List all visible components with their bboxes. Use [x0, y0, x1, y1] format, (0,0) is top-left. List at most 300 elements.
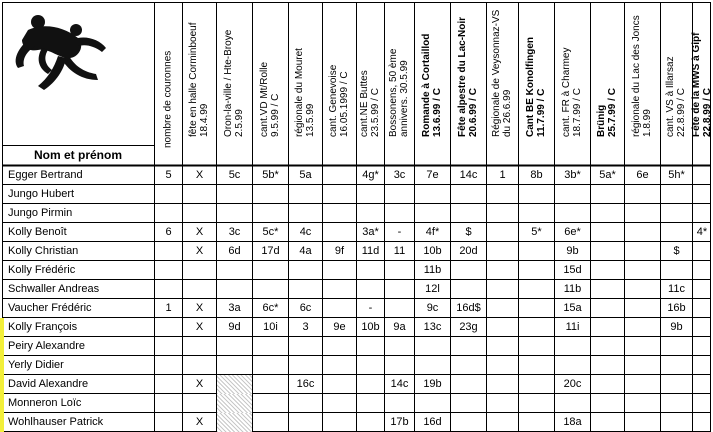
result-cell[interactable] [323, 280, 356, 299]
column-header-2 [182, 2, 216, 165]
result-cell[interactable] [289, 413, 322, 432]
result-cell[interactable] [451, 356, 486, 375]
result-cell[interactable] [487, 375, 518, 394]
column-header-line: Brünig [596, 104, 607, 137]
result-cell[interactable]: 5a* [599, 169, 616, 181]
column-header-12 [518, 2, 554, 165]
result-cell[interactable] [183, 185, 216, 204]
result-cell[interactable]: 9d [228, 321, 241, 333]
result-cell[interactable]: 3a [228, 302, 241, 314]
result-cell[interactable] [323, 375, 356, 394]
result-cell[interactable] [253, 185, 288, 204]
athlete-name[interactable]: Wohlhauser Patrick [8, 416, 104, 428]
result-cell[interactable] [591, 375, 624, 394]
result-cell[interactable] [661, 337, 692, 356]
result-cell[interactable] [519, 242, 554, 261]
result-cell[interactable] [519, 356, 554, 375]
result-cell[interactable]: 6c* [262, 302, 279, 314]
athlete-name[interactable]: Jungo Hubert [8, 188, 75, 200]
result-cell[interactable] [661, 223, 692, 242]
result-cell[interactable] [661, 185, 692, 204]
result-cell[interactable] [591, 299, 624, 318]
result-cell[interactable] [217, 204, 252, 223]
column-header-text [259, 62, 281, 137]
result-cell[interactable] [385, 356, 414, 375]
result-cell[interactable]: 4a [299, 245, 312, 257]
result-cell[interactable] [253, 356, 288, 375]
result-cell[interactable] [357, 375, 384, 394]
result-cell[interactable] [693, 413, 711, 432]
result-cell[interactable] [155, 204, 182, 223]
result-cell[interactable] [591, 185, 624, 204]
column-header-11 [486, 2, 518, 165]
result-cell[interactable]: 3c [393, 169, 406, 181]
result-cell[interactable]: X [195, 302, 204, 314]
hatched-cell [217, 375, 252, 394]
result-cell[interactable]: 4c [299, 226, 312, 238]
result-cell[interactable]: 5* [531, 226, 542, 238]
result-cell[interactable] [289, 185, 322, 204]
result-cell[interactable]: 9a [393, 321, 406, 333]
result-cell[interactable] [591, 223, 624, 242]
athlete-name[interactable]: Yerly Didier [8, 359, 64, 371]
column-header-line: 16.05.1999 / C [339, 71, 350, 137]
result-cell[interactable]: 16d [423, 416, 442, 428]
column-header-line: cant.NE Buttes [359, 70, 370, 137]
result-cell[interactable]: 23g [459, 321, 478, 333]
result-cell[interactable]: 12l [425, 283, 440, 295]
result-cell[interactable] [253, 204, 288, 223]
result-cell[interactable]: X [195, 378, 204, 390]
result-cell[interactable] [591, 261, 624, 280]
athlete-name[interactable]: Vaucher Frédéric [8, 302, 92, 314]
result-cell[interactable]: X [195, 416, 204, 428]
result-cell[interactable]: 5b* [262, 169, 279, 181]
athlete-name[interactable]: Kolly Benoît [8, 226, 67, 238]
column-header-17 [692, 2, 711, 165]
result-cell[interactable] [183, 394, 216, 413]
result-cell[interactable] [323, 185, 356, 204]
result-cell[interactable] [357, 394, 384, 413]
result-cell[interactable] [183, 204, 216, 223]
result-cell[interactable] [661, 356, 692, 375]
column-header-text [388, 49, 410, 137]
column-header-line: 20.6.99 / C [468, 88, 479, 137]
column-header-line: Fête de la MWS à Gipf [690, 32, 702, 137]
column-header-14 [590, 2, 624, 165]
result-cell[interactable]: 6e* [564, 226, 581, 238]
result-cell[interactable] [519, 413, 554, 432]
result-cell[interactable] [451, 375, 486, 394]
result-cell[interactable]: 11b [563, 283, 582, 295]
result-cell[interactable]: 3b* [564, 169, 581, 181]
result-cell[interactable] [693, 299, 711, 318]
result-cell[interactable] [555, 204, 590, 223]
result-cell[interactable] [661, 375, 692, 394]
result-cell[interactable] [591, 280, 624, 299]
column-header-line: régionale du Mouret [294, 48, 305, 137]
result-cell[interactable]: 16c [296, 378, 315, 390]
result-cell[interactable] [183, 261, 216, 280]
result-cell[interactable] [183, 280, 216, 299]
result-cell[interactable] [591, 356, 624, 375]
result-cell[interactable]: 7e [426, 169, 439, 181]
result-cell[interactable] [357, 356, 384, 375]
result-cell[interactable] [487, 223, 518, 242]
result-cell[interactable] [415, 204, 450, 223]
result-cell[interactable] [693, 166, 711, 185]
result-cell[interactable] [385, 280, 414, 299]
column-header-text [631, 15, 653, 137]
result-cell[interactable]: 6c [299, 302, 312, 314]
result-cell[interactable] [183, 356, 216, 375]
column-header-16 [660, 2, 692, 165]
result-cell[interactable] [155, 413, 182, 432]
hatched-cell [217, 413, 252, 432]
result-cell[interactable] [591, 242, 624, 261]
result-cell[interactable]: 19b [423, 378, 442, 390]
column-header-text [294, 48, 316, 137]
result-cell[interactable] [183, 337, 216, 356]
result-cell[interactable] [519, 337, 554, 356]
column-header-line: 18.4.99 [199, 103, 210, 137]
result-cell[interactable]: 5a [299, 169, 312, 181]
column-header-3 [216, 2, 252, 165]
result-cell[interactable] [289, 280, 322, 299]
column-header-10 [450, 2, 486, 165]
column-header-text [561, 48, 583, 137]
result-cell[interactable] [487, 356, 518, 375]
result-cell[interactable]: 5 [165, 169, 172, 181]
result-cell[interactable] [357, 413, 384, 432]
result-cell[interactable]: 6e [636, 169, 649, 181]
result-cell[interactable] [487, 413, 518, 432]
result-cell[interactable]: 9c [426, 302, 439, 314]
result-cell[interactable] [487, 204, 518, 223]
result-cell[interactable] [289, 394, 322, 413]
column-header-text [328, 65, 350, 137]
result-cell[interactable]: 11b [423, 264, 442, 276]
result-cell[interactable]: $ [673, 245, 680, 257]
result-cell[interactable]: 20c [563, 378, 582, 390]
result-cell[interactable] [253, 394, 288, 413]
result-cell[interactable] [323, 356, 356, 375]
result-cell[interactable]: $ [465, 226, 472, 238]
column-header-line: cant. FR à Charmey [561, 47, 572, 137]
result-cell[interactable] [357, 204, 384, 223]
result-cell[interactable] [693, 394, 711, 413]
column-header-text [665, 56, 687, 137]
result-cell[interactable] [555, 356, 590, 375]
result-cell[interactable]: X [195, 245, 204, 257]
result-cell[interactable] [217, 337, 252, 356]
result-cell[interactable] [487, 242, 518, 261]
column-header-line: Cant BE Konolfingen [525, 37, 536, 137]
result-cell[interactable] [519, 185, 554, 204]
result-cell[interactable]: 10b [361, 321, 380, 333]
result-cell[interactable]: 11d [361, 245, 380, 257]
result-cell[interactable] [625, 280, 660, 299]
result-cell[interactable] [451, 280, 486, 299]
result-cell[interactable]: 18a [563, 416, 582, 428]
result-cell[interactable] [323, 337, 356, 356]
result-cell[interactable] [591, 337, 624, 356]
result-cell[interactable] [661, 413, 692, 432]
column-header-text [163, 51, 174, 148]
result-cell[interactable] [323, 413, 356, 432]
column-header-line: 1.8.99 [642, 109, 653, 137]
result-cell[interactable] [155, 242, 182, 261]
result-cell[interactable]: 3a* [362, 226, 379, 238]
column-header-line: annivers. 30.5.99 [399, 60, 410, 137]
result-cell[interactable]: 1 [165, 302, 172, 314]
result-cell[interactable] [155, 356, 182, 375]
column-header-line: 18.7.99 / C [572, 88, 583, 137]
result-cell[interactable] [693, 318, 711, 337]
result-cell[interactable] [519, 299, 554, 318]
result-cell[interactable] [289, 356, 322, 375]
result-cell[interactable] [323, 261, 356, 280]
result-cell[interactable] [155, 337, 182, 356]
result-cell[interactable] [661, 394, 692, 413]
athlete-name[interactable]: Monneron Loïc [8, 397, 82, 409]
result-cell[interactable]: 14c [459, 169, 478, 181]
result-cell[interactable]: - [397, 226, 402, 238]
result-cell[interactable]: 3c [228, 226, 241, 238]
result-cell[interactable] [217, 261, 252, 280]
result-cell[interactable]: 13c [423, 321, 442, 333]
result-cell[interactable] [591, 413, 624, 432]
result-cell[interactable] [451, 261, 486, 280]
result-cell[interactable]: 6 [165, 226, 172, 238]
result-cell[interactable] [487, 299, 518, 318]
result-cell[interactable] [289, 261, 322, 280]
result-cell[interactable] [155, 318, 182, 337]
column-header-line: du 26.6.99 [502, 89, 513, 137]
result-cell[interactable] [385, 261, 414, 280]
column-header-text [457, 17, 479, 137]
result-cell[interactable] [253, 337, 288, 356]
column-header-line: 23.5.99 / C [370, 88, 381, 137]
result-cell[interactable] [519, 318, 554, 337]
athlete-name[interactable]: Egger Bertrand [8, 169, 83, 181]
result-cell[interactable]: 9e [333, 321, 346, 333]
result-cell[interactable]: 11c [668, 283, 685, 295]
result-cell[interactable]: 14c [390, 378, 409, 390]
column-header-line: nombre de couronnes [162, 50, 174, 148]
column-header-line: Romande à Cortaillod [421, 33, 432, 137]
result-cell[interactable] [385, 299, 414, 318]
athlete-name[interactable]: Kolly François [8, 321, 78, 333]
result-cell[interactable] [385, 204, 414, 223]
result-cell[interactable] [519, 280, 554, 299]
result-cell[interactable] [625, 375, 660, 394]
result-cell[interactable] [487, 337, 518, 356]
result-cell[interactable]: 5h* [668, 169, 685, 181]
result-cell[interactable]: 5c [228, 169, 241, 181]
result-cell[interactable] [591, 318, 624, 337]
result-cell[interactable] [625, 394, 660, 413]
column-header-line: Régionale de Veysonnaz-VS [491, 9, 502, 137]
result-cell[interactable] [693, 242, 711, 261]
result-cell[interactable] [451, 413, 486, 432]
wrestlers-logo-icon [2, 2, 154, 145]
result-cell[interactable]: 5c* [262, 226, 279, 238]
result-cell[interactable] [591, 204, 624, 223]
result-cell[interactable] [253, 375, 288, 394]
result-cell[interactable] [487, 318, 518, 337]
result-cell[interactable]: 15d [563, 264, 582, 276]
result-cell[interactable] [693, 185, 711, 204]
result-cell[interactable]: 10b [423, 245, 442, 257]
result-cell[interactable] [625, 223, 660, 242]
result-cell[interactable] [415, 356, 450, 375]
result-cell[interactable] [693, 356, 711, 375]
athlete-name[interactable]: Jungo Pirmin [8, 207, 73, 219]
column-header-text [359, 70, 381, 137]
result-cell[interactable]: 11 [393, 245, 406, 257]
result-cell[interactable] [323, 394, 356, 413]
result-cell[interactable] [519, 375, 554, 394]
column-header-line: Bossonens, 50 ème [388, 48, 399, 137]
result-cell[interactable]: X [195, 226, 204, 238]
result-cell[interactable] [625, 413, 660, 432]
result-cell[interactable]: 15a [563, 302, 582, 314]
result-cell[interactable] [625, 299, 660, 318]
result-cell[interactable]: 1 [499, 169, 506, 181]
column-header-line: 11.7.99 / C [536, 88, 547, 137]
result-cell[interactable] [155, 375, 182, 394]
result-cell[interactable] [415, 337, 450, 356]
column-header-line: régionale du Lac des Joncs [631, 15, 642, 137]
result-cell[interactable] [661, 261, 692, 280]
result-cell[interactable] [693, 204, 711, 223]
result-cell[interactable] [519, 204, 554, 223]
result-cell[interactable] [253, 261, 288, 280]
result-cell[interactable] [357, 337, 384, 356]
result-cell[interactable] [693, 375, 711, 394]
result-cell[interactable]: 4f* [425, 226, 440, 238]
result-cell[interactable] [625, 242, 660, 261]
result-cell[interactable] [451, 337, 486, 356]
result-cell[interactable] [323, 166, 356, 185]
result-cell[interactable]: 20d [459, 245, 478, 257]
result-cell[interactable] [555, 185, 590, 204]
column-header-line: Fête alpestre du Lac-Noir [457, 16, 468, 137]
result-cell[interactable] [357, 185, 384, 204]
result-cell[interactable]: X [195, 321, 204, 333]
result-cell[interactable] [155, 185, 182, 204]
result-cell[interactable] [451, 204, 486, 223]
result-cell[interactable]: - [368, 302, 373, 314]
result-cell[interactable] [217, 356, 252, 375]
result-cell[interactable]: 9f [334, 245, 345, 257]
result-cell[interactable] [415, 185, 450, 204]
result-cell[interactable] [693, 337, 711, 356]
athlete-name[interactable]: David Alexandre [8, 378, 89, 390]
result-cell[interactable]: 8b [530, 169, 543, 181]
athlete-name[interactable]: Kolly Christian [8, 245, 79, 257]
result-cell[interactable] [385, 185, 414, 204]
result-cell[interactable]: 16d$ [456, 302, 481, 314]
result-cell[interactable] [519, 394, 554, 413]
result-cell[interactable] [487, 185, 518, 204]
result-cell[interactable] [625, 185, 660, 204]
athlete-name[interactable]: Schwaller Andreas [8, 283, 100, 295]
result-cell[interactable] [217, 280, 252, 299]
result-cell[interactable] [289, 204, 322, 223]
result-cell[interactable] [289, 337, 322, 356]
result-cell[interactable] [323, 204, 356, 223]
column-header-line: cant. Genevoise [328, 64, 339, 137]
result-cell[interactable] [451, 185, 486, 204]
column-header-text [596, 88, 618, 137]
result-cell[interactable] [625, 356, 660, 375]
result-cell[interactable]: 9b [566, 245, 579, 257]
result-cell[interactable] [555, 394, 590, 413]
result-cell[interactable] [385, 337, 414, 356]
result-cell[interactable]: 9b [670, 321, 683, 333]
result-cell[interactable] [591, 394, 624, 413]
result-cell[interactable] [385, 394, 414, 413]
result-cell[interactable] [487, 261, 518, 280]
result-cell[interactable]: 4* [696, 226, 708, 238]
result-cell[interactable] [487, 280, 518, 299]
result-cell[interactable] [155, 394, 182, 413]
result-cell[interactable] [253, 413, 288, 432]
result-cell[interactable]: X [195, 169, 204, 181]
column-header-text [188, 22, 210, 137]
result-cell[interactable]: 11i [565, 321, 580, 333]
result-cell[interactable]: 17d [261, 245, 280, 257]
result-cell[interactable] [555, 337, 590, 356]
result-cell[interactable]: 4g* [362, 169, 379, 181]
column-header-line: fête en halle Corminboeuf [188, 22, 199, 137]
result-cell[interactable] [323, 223, 356, 242]
result-cell[interactable] [155, 280, 182, 299]
column-header-line: 9.5.99 / C [270, 93, 281, 137]
column-header-line: cant. VS à Illarsaz [665, 56, 676, 137]
result-cell[interactable] [693, 280, 711, 299]
result-cell[interactable] [625, 318, 660, 337]
column-header-5 [288, 2, 322, 165]
result-cell[interactable] [323, 299, 356, 318]
result-cell[interactable] [519, 261, 554, 280]
result-cell[interactable]: 10i [263, 321, 278, 333]
result-cell[interactable] [155, 261, 182, 280]
column-header-13 [554, 2, 590, 165]
result-cell[interactable] [661, 204, 692, 223]
result-cell[interactable] [625, 337, 660, 356]
result-cell[interactable]: 3 [302, 321, 309, 333]
result-cell[interactable] [625, 204, 660, 223]
result-cell[interactable] [217, 185, 252, 204]
result-cell[interactable]: 17b [390, 416, 409, 428]
result-cell[interactable] [253, 280, 288, 299]
result-cell[interactable] [357, 280, 384, 299]
result-cell[interactable]: 6d [228, 245, 241, 257]
result-cell[interactable] [625, 261, 660, 280]
result-cell[interactable] [693, 261, 711, 280]
column-header-text [491, 10, 513, 137]
athlete-name[interactable]: Peiry Alexandre [8, 340, 86, 352]
result-cell[interactable] [487, 394, 518, 413]
result-cell[interactable] [415, 394, 450, 413]
result-cell[interactable] [357, 261, 384, 280]
athlete-name[interactable]: Kolly Frédéric [8, 264, 76, 276]
result-cell[interactable]: 16b [667, 302, 686, 314]
result-cell[interactable] [451, 394, 486, 413]
